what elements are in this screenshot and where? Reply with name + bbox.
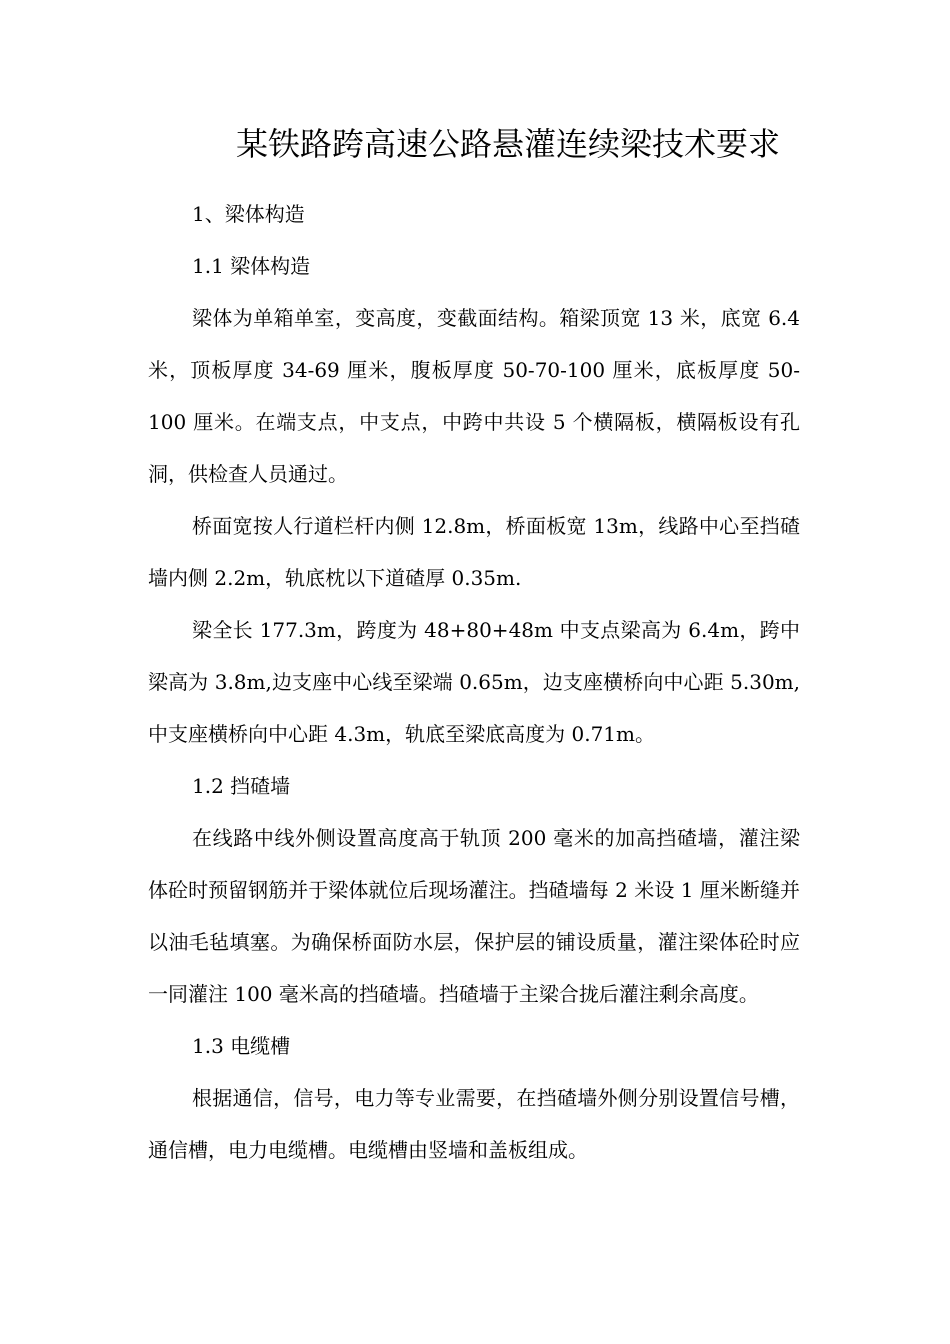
paragraph-beam-structure: 梁体为单箱单室，变高度，变截面结构。箱梁顶宽 13 米，底宽 6.4 米，顶板厚度 34-69 厘米，腹板厚度 50-70-100 厘米，底板厚度 50-100 厘米。在端支点，中支点，中跨中共设 5 个横隔板，横隔板设有孔洞，供检查人员通过。 xyxy=(148,306,800,486)
paragraph-cable-trough: 根据通信，信号，电力等专业需要，在挡碴墙外侧分别设置信号槽，通信槽，电力电缆槽。电缆槽由竖墙和盖板组成。 xyxy=(148,1086,800,1162)
heading-section-1-1: 1.1 梁体构造 xyxy=(192,254,311,278)
heading-section-1: 1、梁体构造 xyxy=(192,202,305,226)
paragraph-ballast-wall: 在线路中线外侧设置高度高于轨顶 200 毫米的加高挡碴墙，灌注梁体砼时预留钢筋并于梁体就位后现场灌注。挡碴墙每 2 米设 1 厘米断缝并以油毛毡填塞。为确保桥面防水层，保护层的铺设质量，灌注梁体砼时应一同灌注 100 毫米高的挡碴墙。挡碴墙于主梁合拢后灌注剩余高度。 xyxy=(148,826,800,1006)
heading-section-1-3: 1.3 电缆槽 xyxy=(192,1034,291,1058)
heading-section-1-2: 1.2 挡碴墙 xyxy=(192,774,291,798)
document-title: 某铁路跨高速公路悬灌连续梁技术要求 xyxy=(235,125,780,163)
paragraph-beam-length: 梁全长 177.3m，跨度为 48+80+48m 中支点梁高为 6.4m，跨中梁高为 3.8m,边支座中心线至梁端 0.65m，边支座横桥向中心距 5.30m,中支座横桥向中心距 4.3m，轨底至梁底高度为 0.71m。 xyxy=(148,618,800,746)
document-body xyxy=(148,188,800,1176)
paragraph-deck-width: 桥面宽按人行道栏杆内侧 12.8m，桥面板宽 13m，线路中心至挡碴墙内侧 2.2m，轨底枕以下道碴厚 0.35m. xyxy=(148,514,800,590)
